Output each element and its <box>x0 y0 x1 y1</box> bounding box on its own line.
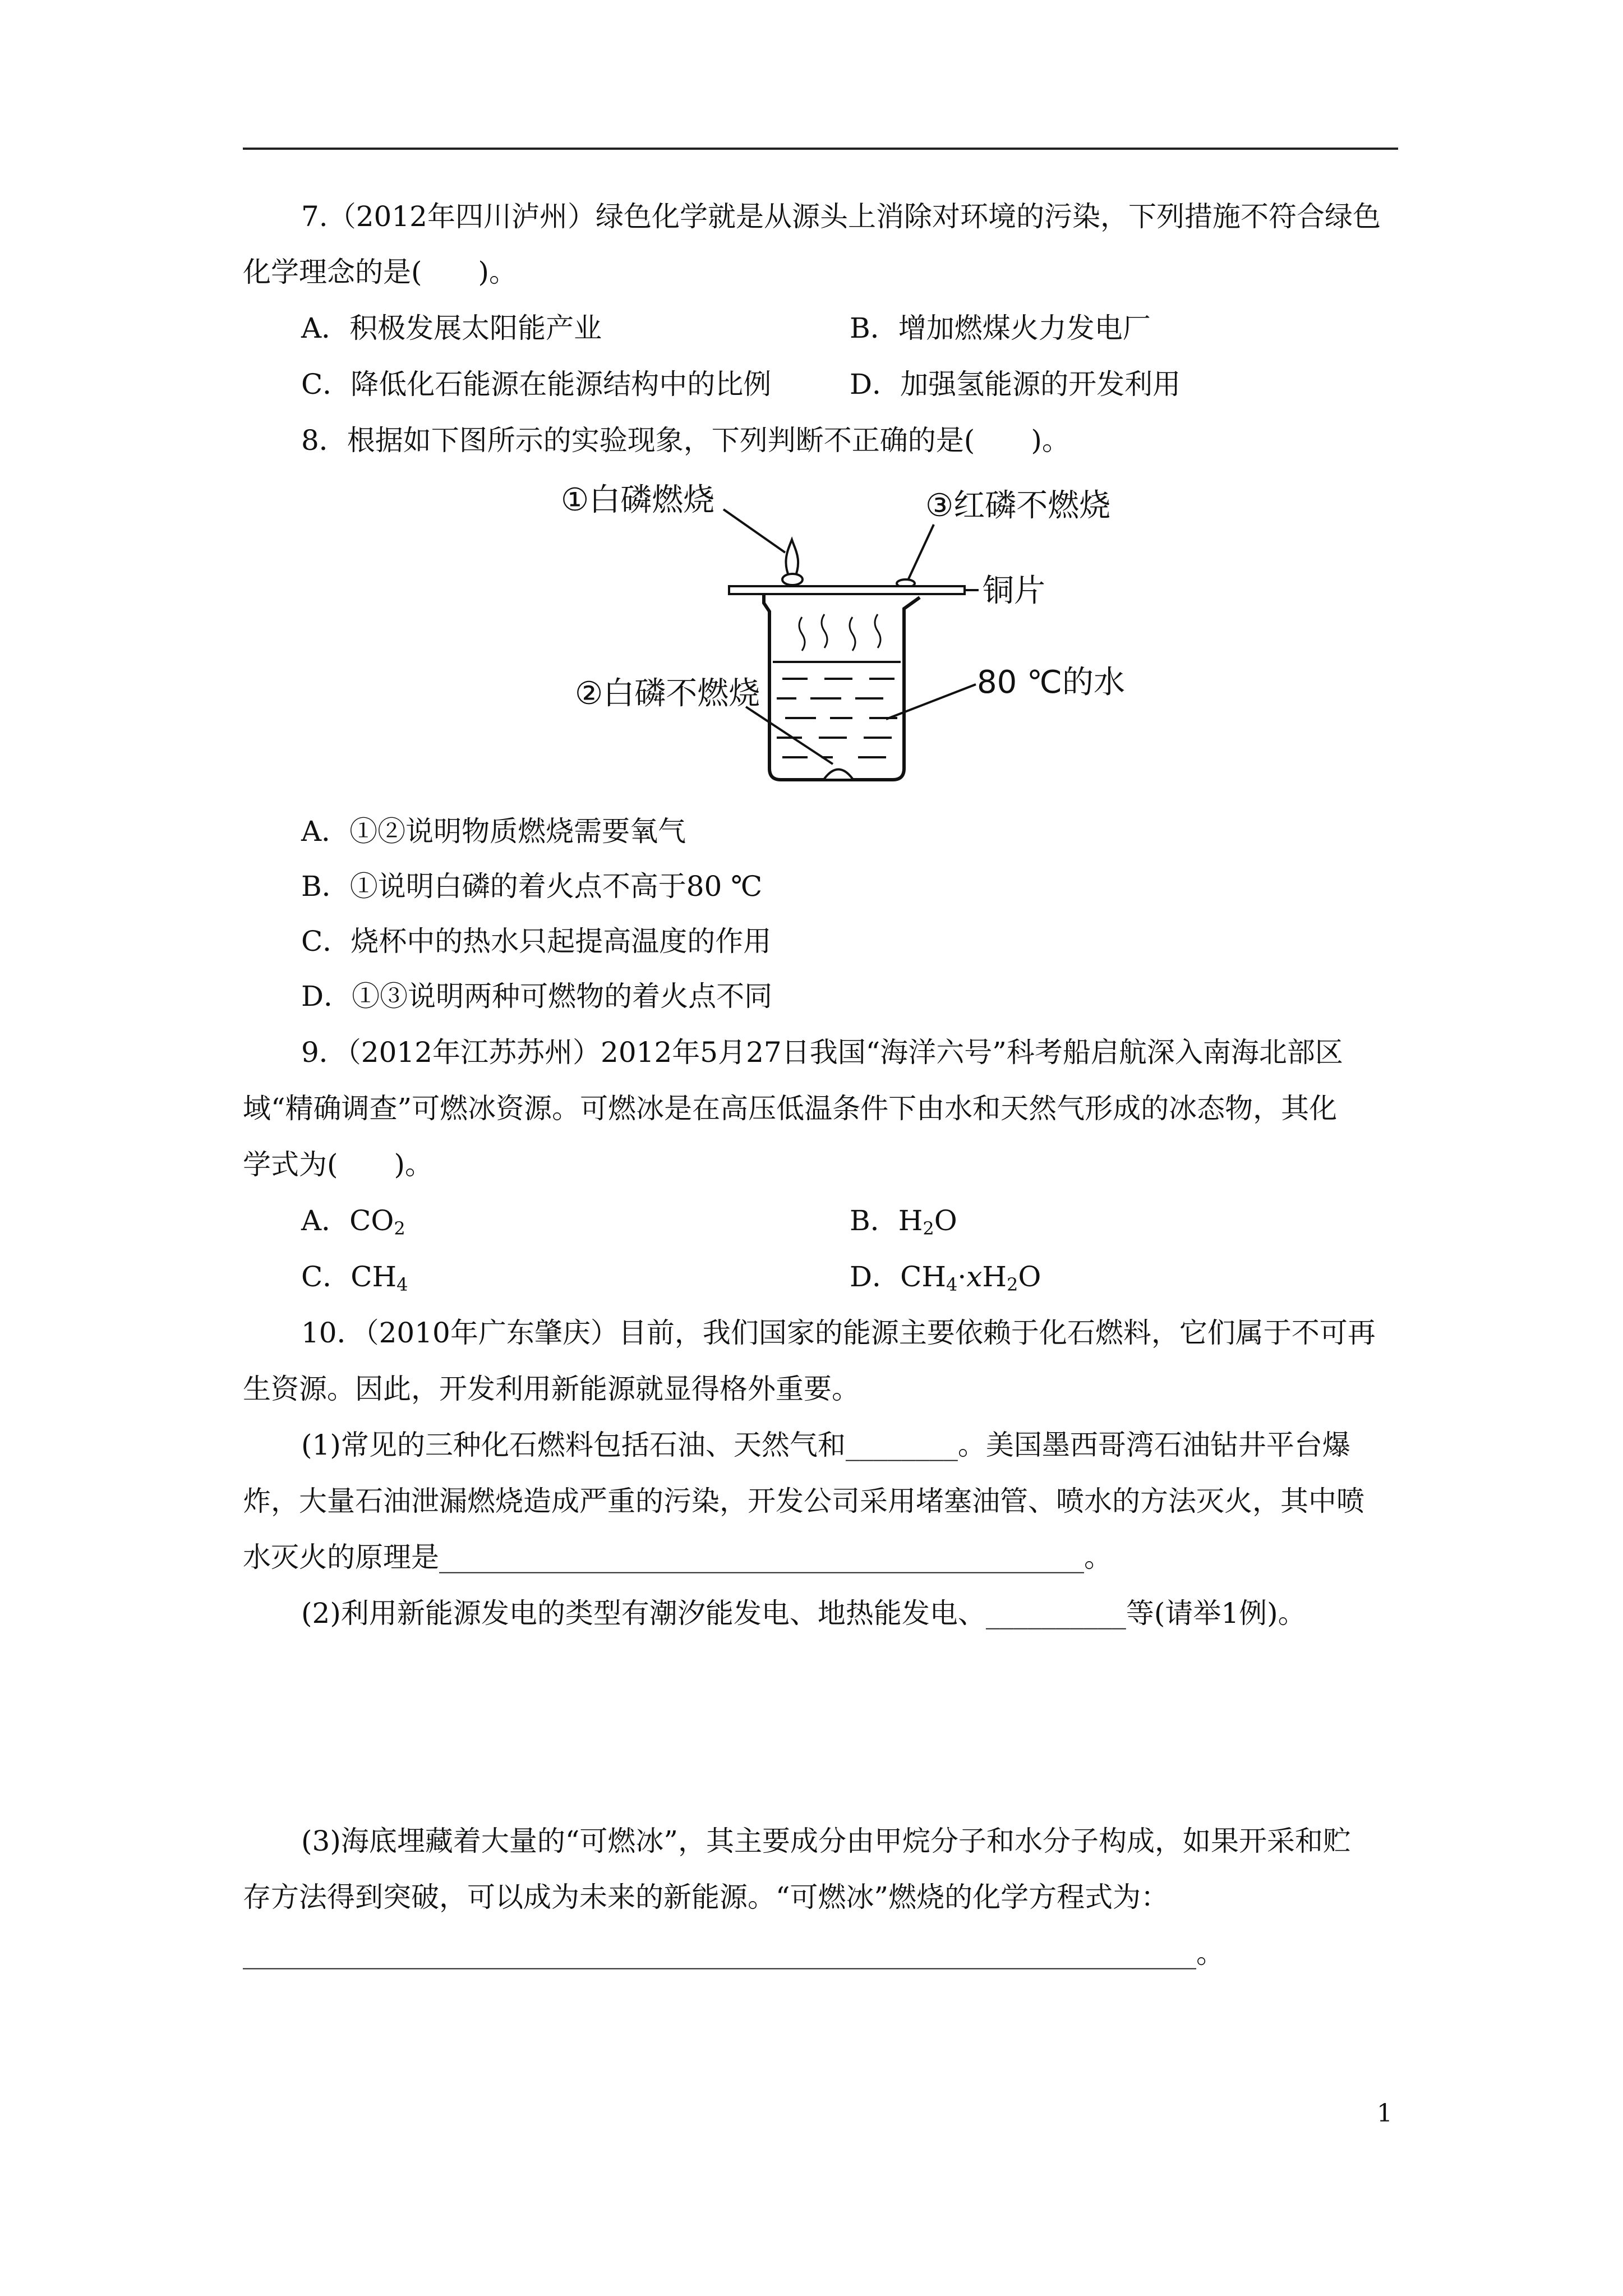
copper-sheet <box>729 586 965 594</box>
figure-label-red-phosphorus-not-burning: ③红磷不燃烧 <box>925 487 1111 524</box>
figure-label-white-phosphorus-burning: ①白磷燃烧 <box>561 482 715 518</box>
q7-stem-line1: 7.（2012年四川泸州）绿色化学就是从源头上消除对环境的污染，下列措施不符合绿色 <box>301 200 1381 233</box>
figure-label-water: 80 ℃的水 <box>977 664 1125 701</box>
q10-part3-line2: 存方法得到突破，可以成为未来的新能源。“可燃冰”燃烧的化学方程式为： <box>243 1881 1169 1913</box>
q7-option-c: C．降低化石能源在能源结构中的比例 <box>301 368 772 401</box>
steam-3 <box>850 617 855 651</box>
q8-option-a: A．①②说明物质燃烧需要氧气 <box>301 815 686 848</box>
flame-icon <box>786 540 798 577</box>
leader-line-1 <box>723 509 785 553</box>
q8-experiment-figure <box>561 477 1150 791</box>
leader-line-water <box>886 684 976 719</box>
white-phosphorus-top <box>782 574 803 585</box>
q8-option-b: B．①说明白磷的着火点不高于80 ℃ <box>301 870 763 903</box>
water-lines <box>777 679 897 757</box>
leader-line-3 <box>909 524 934 579</box>
q7-option-a: A．积极发展太阳能产业 <box>301 312 602 344</box>
q9-option-a: A．$CO_2$ <box>301 1204 405 1239</box>
q9-option-b: B．$H_2O$ <box>850 1204 957 1239</box>
steam-1 <box>799 617 805 651</box>
header-rule <box>243 148 1398 150</box>
q9-stem-line3: 学式为( )。 <box>243 1148 434 1181</box>
q10-part1-line2: 炸，大量石油泄漏燃烧造成严重的污染，开发公司采用堵塞油管、喷水的方法灭火，其中喷 <box>243 1485 1364 1517</box>
white-phosphorus-bottom <box>824 770 852 779</box>
figure-label-white-phosphorus-not-burning: ②白磷不燃烧 <box>575 675 760 712</box>
q10-part1-line1: (1)常见的三种化石燃料包括石油、天然气和________。美国墨西哥湾石油钻井平台爆 <box>301 1429 1350 1461</box>
q10-part3-line1: (3)海底埋藏着大量的“可燃冰”，其主要成分由甲烷分子和水分子构成，如果开采和贮 <box>301 1825 1351 1857</box>
leader-line-2 <box>746 707 833 764</box>
q10-part1-line3: 水灭火的原理是______________________________________________。 <box>243 1541 1112 1573</box>
beaker <box>764 595 920 780</box>
steam-2 <box>822 614 827 648</box>
q10-part2-line1: (2)利用新能源发电的类型有潮汐能发电、地热能发电、__________等(请举1例)。 <box>301 1597 1306 1630</box>
q9-option-d: D．$CH_4\cdot xH_2O$ <box>850 1260 1041 1295</box>
q9-stem-line2: 域“精确调查”可燃冰资源。可燃冰是在高压低温条件下由水和天然气形成的冰态物，其化 <box>243 1092 1338 1125</box>
q7-stem-line2: 化学理念的是( )。 <box>243 256 518 288</box>
q8-stem: 8．根据如下图所示的实验现象，下列判断不正确的是( )。 <box>301 424 1070 457</box>
q10-stem-line2: 生资源。因此，开发利用新能源就显得格外重要。 <box>243 1373 860 1405</box>
q9-stem-line1: 9．（2012年江苏苏州）2012年5月27日我国“海洋六号”科考船启航深入南海北部区 <box>301 1036 1343 1069</box>
beaker-diagram <box>561 477 1150 791</box>
q10-stem-line1: 10．（2010年广东肇庆）目前，我们国家的能源主要依赖于化石燃料，它们属于不可再 <box>301 1317 1376 1349</box>
q7-option-b: B．增加燃煤火力发电厂 <box>850 312 1151 344</box>
figure-label-copper: 铜片 <box>983 573 1045 609</box>
q7-option-d: D．加强氢能源的开发利用 <box>850 368 1181 401</box>
q8-option-c: C．烧杯中的热水只起提高温度的作用 <box>301 925 772 958</box>
q9-option-c: C．$CH_4$ <box>301 1260 408 1295</box>
q8-option-d: D．①③说明两种可燃物的着火点不同 <box>301 980 773 1013</box>
page-number: 1 <box>1377 2099 1393 2128</box>
steam-4 <box>875 614 880 648</box>
q10-part3-line3: ____________________________________________________________________。 <box>243 1937 1224 1970</box>
